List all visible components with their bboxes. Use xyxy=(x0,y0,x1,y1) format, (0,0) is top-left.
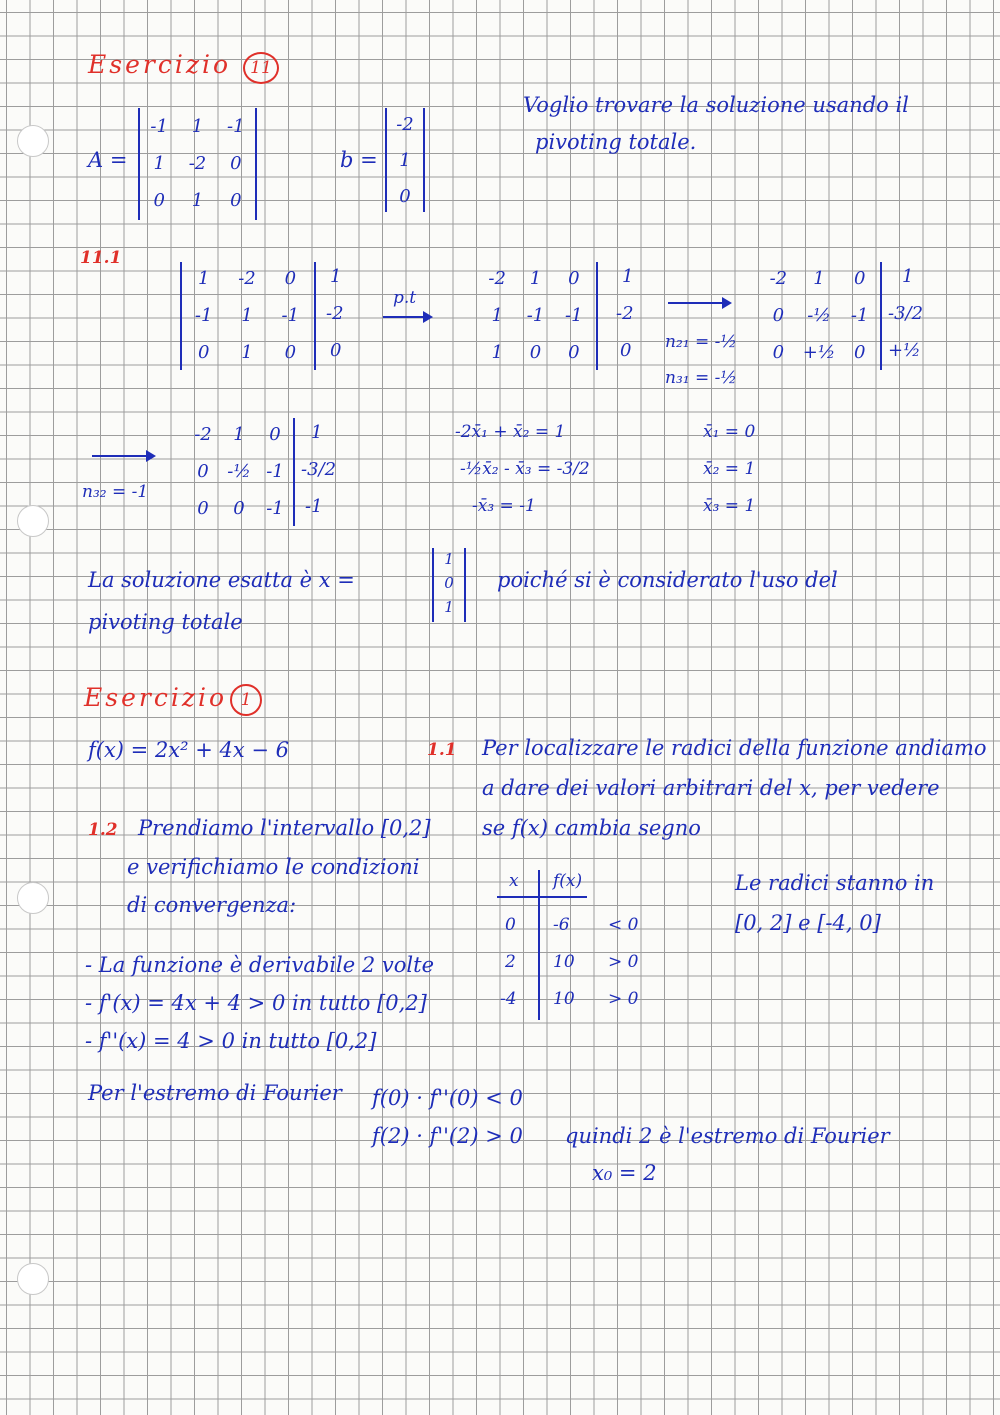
matrix-cell: 1 xyxy=(330,266,342,287)
matrix-cell: 0 xyxy=(330,340,342,361)
vector-cell: 1 xyxy=(444,550,454,568)
matrix-cell: -1 xyxy=(565,305,583,326)
matrix-cell: -2 xyxy=(488,268,506,289)
augmented-matrix-2 xyxy=(478,262,648,370)
matrix-cell: -2 xyxy=(326,303,344,324)
matrix-cell: 0 xyxy=(197,342,210,363)
matrix-cell: 0 xyxy=(230,190,242,211)
multiplier-label: n₃₂ = -1 xyxy=(82,482,149,502)
matrix-cell: +½ xyxy=(888,340,921,361)
section-11-1-label: 11.1 xyxy=(80,248,122,268)
matrix-cell: 0 xyxy=(772,342,785,363)
matrix-cell: 0 xyxy=(233,498,245,519)
matrix-cell: 1 xyxy=(902,266,914,287)
binder-hole xyxy=(17,125,49,157)
matrix-cell: 0 xyxy=(153,190,165,211)
matrix-cell: -3/2 xyxy=(888,303,924,324)
matrix-cell: 1 xyxy=(197,268,210,289)
matrix-cell: 0 xyxy=(568,268,580,289)
table-header: f(x) xyxy=(553,871,583,891)
matrix-cell: 0 xyxy=(529,342,542,363)
matrix-cell: 1 xyxy=(233,424,245,445)
vector-cell: 1 xyxy=(399,150,411,171)
table-cell: -4 xyxy=(500,989,517,1009)
matrix-cell: 0 xyxy=(284,268,297,289)
vector-cell: 1 xyxy=(444,598,454,616)
solution-component: x̄₃ = 1 xyxy=(703,496,756,516)
vector-cell: 0 xyxy=(444,574,454,592)
roots-text: Le radici stanno in xyxy=(735,871,935,895)
matrix-cell: 0 xyxy=(853,342,866,363)
matrix-a xyxy=(138,108,257,220)
matrix-cell: 1 xyxy=(813,268,825,289)
matrix-cell: 1 xyxy=(311,422,323,443)
matrix-cell: -2 xyxy=(238,268,256,289)
multiplier-label: n₂₁ = -½ xyxy=(665,332,737,352)
fourier-conclusion: quindi 2 è l'estremo di Fourier xyxy=(565,1124,890,1148)
matrix-cell: 1 xyxy=(622,266,634,287)
roots-intervals: [0, 2] e [-4, 0] xyxy=(735,911,881,935)
table-cell: > 0 xyxy=(608,989,639,1009)
binder-hole xyxy=(17,882,49,914)
matrix-cell: 0 xyxy=(284,342,297,363)
condition-line: - f'(x) = 4x + 4 > 0 in tutto [0,2] xyxy=(85,991,427,1015)
table-header: x xyxy=(509,871,519,891)
table-cell: 2 xyxy=(505,952,516,972)
table-cell: 10 xyxy=(553,989,575,1009)
system-equation: -2x̄₁ + x̄₂ = 1 xyxy=(455,422,566,442)
matrix-cell: 1 xyxy=(529,268,542,289)
matrix-cell: -1 xyxy=(266,498,284,519)
matrix-cell: -1 xyxy=(150,116,168,137)
matrix-cell: -1 xyxy=(305,496,323,517)
exercise-1-number: 1 xyxy=(230,684,262,716)
arrow-label-pivot: p.t xyxy=(393,288,417,308)
table-cell: 10 xyxy=(553,952,575,972)
matrix-cell: 1 xyxy=(191,116,204,137)
matrix-cell: -1 xyxy=(266,461,284,482)
matrix-cell: 0 xyxy=(853,268,866,289)
matrix-cell: 1 xyxy=(241,342,253,363)
table-cell: 0 xyxy=(505,915,516,935)
matrix-cell: -½ xyxy=(227,461,251,482)
matrix-cell: 0 xyxy=(230,153,242,174)
exercise-11-number: 11 xyxy=(243,52,279,84)
binder-hole xyxy=(17,1263,49,1295)
table-cell: < 0 xyxy=(608,915,639,935)
matrix-cell: 1 xyxy=(191,190,204,211)
right-arrow-icon xyxy=(383,316,431,318)
matrix-cell: -2 xyxy=(188,153,207,174)
matrix-cell: -1 xyxy=(281,305,300,326)
matrix-cell: 1 xyxy=(491,305,503,326)
system-equation: -½x̄₂ - x̄₃ = -3/2 xyxy=(460,459,590,479)
matrix-cell: -1 xyxy=(526,305,545,326)
section-1-1-label: 1.1 xyxy=(427,740,457,760)
fourier-condition: f(2) · f''(2) > 0 xyxy=(372,1124,523,1148)
function-definition: f(x) = 2x² + 4x − 6 xyxy=(88,738,290,762)
binder-hole xyxy=(17,505,49,537)
section-1-2-text: Prendiamo l'intervallo [0,2] xyxy=(138,816,431,840)
matrix-cell: 0 xyxy=(197,498,209,519)
matrix-cell: -2 xyxy=(194,424,212,445)
multiplier-label: n₃₁ = -½ xyxy=(665,368,737,388)
exercise-11-title: Esercizio xyxy=(88,50,232,79)
right-arrow-icon xyxy=(668,302,730,304)
exercise-1-title: Esercizio xyxy=(84,683,228,712)
matrix-cell: 1 xyxy=(153,153,165,174)
matrix-cell: -3/2 xyxy=(301,459,337,480)
vector-b xyxy=(385,108,425,212)
matrix-cell: +½ xyxy=(802,342,836,363)
matrix-cell: 0 xyxy=(568,342,580,363)
note-text-line: Voglio trovare la soluzione usando il xyxy=(523,93,909,117)
table-cell: -6 xyxy=(553,915,570,935)
vector-cell: 0 xyxy=(399,186,411,207)
matrix-cell: -½ xyxy=(807,305,831,326)
section-1-1-text: a dare dei valori arbitrari del x, per vedere xyxy=(482,776,940,800)
matrix-cell: -1 xyxy=(194,305,213,326)
matrix-cell: 0 xyxy=(772,305,785,326)
fourier-condition: f(0) · f''(0) < 0 xyxy=(372,1086,523,1110)
solution-vector xyxy=(432,548,466,622)
matrix-cell: 1 xyxy=(241,305,253,326)
matrix-cell: 0 xyxy=(197,461,209,482)
matrix-cell: 0 xyxy=(269,424,281,445)
condition-line: - f''(x) = 4 > 0 in tutto [0,2] xyxy=(85,1029,377,1053)
conclusion-text: pivoting totale xyxy=(88,610,243,634)
system-equation: -x̄₃ = -1 xyxy=(472,496,536,516)
vector-b-label: b = xyxy=(340,148,378,172)
section-1-2-text: e verifichiamo le condizioni xyxy=(127,855,420,879)
conclusion-text: La soluzione esatta è x = xyxy=(88,568,355,592)
right-arrow-icon xyxy=(92,455,154,457)
section-1-1-text: se f(x) cambia segno xyxy=(482,816,701,840)
matrix-cell: -2 xyxy=(769,268,788,289)
matrix-cell: -1 xyxy=(227,116,245,137)
augmented-matrix-1 xyxy=(180,262,352,370)
matrix-a-label: A = xyxy=(88,148,128,172)
solution-component: x̄₂ = 1 xyxy=(703,459,756,479)
condition-line: - La funzione è derivabile 2 volte xyxy=(85,953,435,977)
initial-point: x₀ = 2 xyxy=(592,1161,657,1185)
augmented-matrix-4 xyxy=(185,418,355,526)
matrix-cell: -2 xyxy=(616,303,634,324)
matrix-cell: 1 xyxy=(491,342,503,363)
section-1-1-text: Per localizzare le radici della funzione andiamo xyxy=(482,736,987,760)
note-text-line: pivoting totale. xyxy=(535,130,697,154)
table-cell: > 0 xyxy=(608,952,639,972)
section-1-2-label: 1.2 xyxy=(88,820,118,840)
section-1-2-text: di convergenza: xyxy=(127,893,297,917)
augmented-matrix-3 xyxy=(758,262,938,370)
solution-component: x̄₁ = 0 xyxy=(703,422,756,442)
vector-cell: -2 xyxy=(396,114,414,135)
matrix-cell: 0 xyxy=(620,340,632,361)
fourier-text: Per l'estremo di Fourier xyxy=(88,1081,342,1105)
conclusion-text: poiché si è considerato l'uso del xyxy=(497,568,838,592)
matrix-cell: -1 xyxy=(850,305,869,326)
